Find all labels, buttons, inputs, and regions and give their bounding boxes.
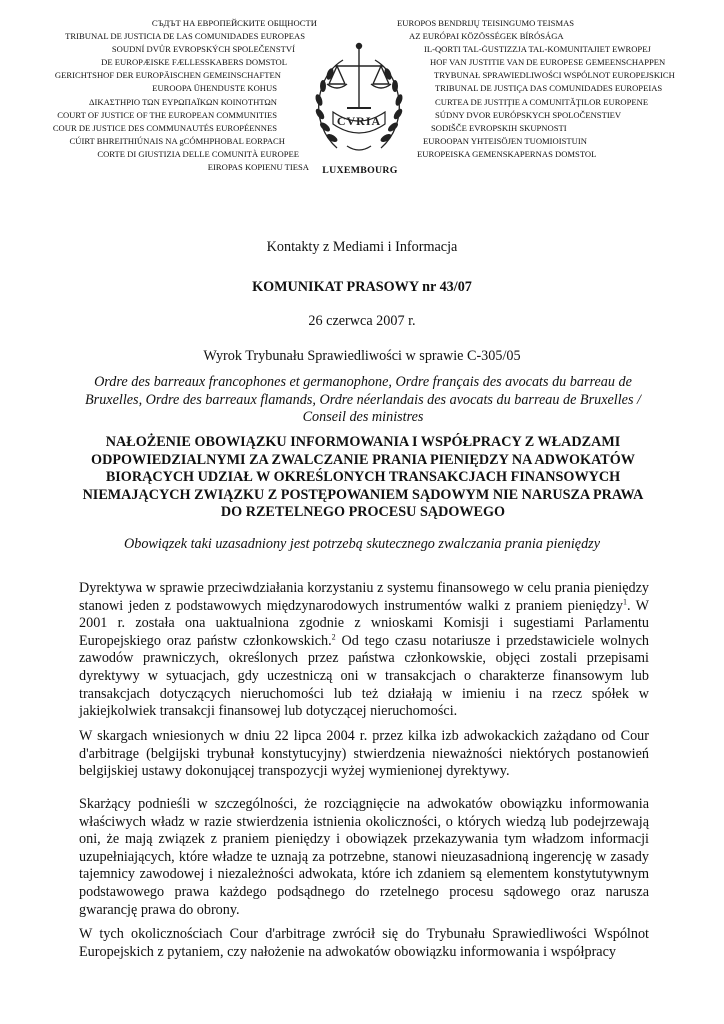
court-name-line: IL-QORTI TAL-ĠUSTIZZJA TAL-KOMUNITAJIET EWROPEJ xyxy=(424,44,651,55)
court-name-line: CÚIRT BHREITHIÚNAIS NA gCÓMHPHOBAL EORPACH xyxy=(69,135,285,146)
footnote-ref[interactable]: 2 xyxy=(331,632,336,642)
case-reference: Wyrok Trybunału Sprawiedliwości w sprawie C-305/05 xyxy=(203,348,521,364)
city-name: LUXEMBOURG xyxy=(322,165,398,176)
curia-logo xyxy=(307,38,411,166)
subheadline: Obowiązek taki uzasadniony jest potrzebą skutecznego zwalczania prania pieniędzy xyxy=(123,536,600,552)
body-paragraph: W tych okolicznościach Cour d'arbitrage zwrócił się do Trybunału Sprawiedliwości Wspólnot Europejskich z pytaniem, czy nałożenie na adwokatów obowiązku informowania i współpracy xyxy=(79,926,649,960)
court-names-left xyxy=(40,17,317,174)
footnote-ref[interactable]: 1 xyxy=(622,596,627,606)
press-office: Kontakty z Mediami i Informacja xyxy=(266,239,458,255)
court-name-line: EUROPEISKA GEMENSKAPERNAS DOMSTOL xyxy=(417,148,597,159)
body-paragraph: W skargach wniesionych w dniu 22 lipca 2004 r. przez kilka izb adwokackich zażądano od Cour d'arbitrage (belgijski trybunał konstytucyjny) stwierdzenia nieważności niektórych postanowień belgijskiej ustawy dokonującej transpozycji wyżej wymienionej dyrektywy. xyxy=(79,728,649,780)
court-name-line: ΔΙΚΑΣΤΗΡΙΟ ΤΩΝ ΕΥΡΩΠΑΪΚΩΝ ΚΟΙΝΟΤΗΤΩΝ xyxy=(88,96,277,107)
court-name-line: EUROOPAN YHTEISÖJEN TUOMIOISTUIN xyxy=(423,135,587,146)
court-name-line: CORTE DI GIUSTIZIA DELLE COMUNITÀ EUROPEE xyxy=(97,148,299,159)
court-name-line: COURT OF JUSTICE OF THE EUROPEAN COMMUNITIES xyxy=(57,109,277,120)
court-name-line: SOUDNÍ DVŮR EVROPSKÝCH SPOLEČENSTVÍ xyxy=(111,44,295,55)
court-name-line: DE EUROPÆISKE FÆLLESSKABERS DOMSTOL xyxy=(101,57,287,68)
body-paragraph xyxy=(79,580,649,721)
logo-text: CVRIA xyxy=(336,114,382,128)
body-paragraph: Skarżący podnieśli w szczególności, że rozciągnięcie na adwokatów obowiązku informowania właściwych władz w razie stwierdzenia istnienia okoliczności, o których wiedzą lub podejrzewają oni, że mają związek z praniem pieniędzy i obowiązek przekazywania tym władzom informacji uzupełniających, które władze te uznają za potrzebne, stanowi nieuzasadnioną ingerencję w zasady tajemnicy zawodowej i niezależności adwokata, które ich zdaniem są elementem konstytutywnym podstawowego prawa każdego podsądnego do rzetelnego procesu sądowego oraz narusza gwarancję prawa do obrony. xyxy=(79,796,649,918)
court-name-line: EUROOPA ÜHENDUSTE KOHUS xyxy=(152,83,277,94)
court-name-line: TRIBUNAL DE JUSTIÇA DAS COMUNIDADES EUROPEIAS xyxy=(435,83,663,94)
court-name-line: TRYBUNAŁ SPRAWIEDLIWOŚCI WSPÓLNOT EUROPEJSKICH xyxy=(434,70,675,81)
court-name-line: AZ EURÓPAI KÖZÖSSÉGEK BÍRÓSÁGA xyxy=(409,31,564,42)
headline: NAŁOŻENIE OBOWIĄZKU INFORMOWANIA I WSPÓŁPRACY Z WŁADZAMI ODPOWIEDZIALNYMI ZA ZWALCZANIE PRANIA PIENIĘDZY NA ADWOKATÓW BIORĄCYCH UDZIAŁ W OKREŚLONYCH TRANSAKCJACH FINANSOWYCH NIEMAJĄCYCH ZWIĄZKU Z POSTĘPOWANIEM SĄDOWYM NIE NARUSZA PRAWA DO RZETELNEGO PROCESU SĄDOWEGO xyxy=(82,434,644,520)
release-date: 26 czerwca 2007 r. xyxy=(308,313,416,329)
court-name-line: СЪДЪТ НА ЕВРОПЕЙСКИТЕ ОБЩНОСТИ xyxy=(151,18,317,28)
court-name-line: COUR DE JUSTICE DES COMMUNAUTÉS EUROPÉENNES xyxy=(52,122,277,133)
release-title: KOMUNIKAT PRASOWY nr 43/07 xyxy=(252,279,472,295)
case-parties: Ordre des barreaux francophones et germanophone, Ordre français des avocats du barreau de Bruxelles, Ordre des barreaux flamands, Ordre néerlandais des avocats du barreau de Bruxelles / Conseil des ministres xyxy=(85,374,641,425)
paragraph-text: . W 2001 r. została ona uaktualniona zgodnie z wnioskami Komisji i sugestiami Parlamentu Europejskiego oraz państw członkowskich. xyxy=(79,597,649,649)
court-name-line: SODIŠČE EVROPSKIH SKUPNOSTI xyxy=(431,122,567,133)
court-name-line: SÚDNY DVOR EURÓPSKYCH SPOLOČENSTIEV xyxy=(435,109,622,120)
court-name-line: TRIBUNAL DE JUSTICIA DE LAS COMUNIDADES EUROPEAS xyxy=(65,31,305,42)
court-name-line: GERICHTSHOF DER EUROPÄISCHEN GEMEINSCHAFTEN xyxy=(54,70,281,81)
court-name-line: CURTEA DE JUSTIŢIE A COMUNITĂŢILOR EUROPENE xyxy=(435,96,649,107)
court-name-line: EIROPAS KOPIENU TIESA xyxy=(207,162,309,173)
paragraph-text: Od tego czasu notariusze i przedstawiciele wolnych zawodów prawniczych, określonych przez państwa członkowskie, objęci zostali przepisami dyrektywy w sytuacjach, gdy uczestniczą oni w transakcjach o charakterze finansowym lub transakcjach dotyczących nieruchomości lub też działają w imieniu i na rzecz spółek w jakiejkolwiek transakcji finansowej lub dotyczącej nieruchomości. xyxy=(79,632,649,720)
court-names-right xyxy=(397,17,697,161)
court-name-line: EUROPOS BENDRIJŲ TEISINGUMO TEISMAS xyxy=(397,18,575,28)
court-name-line: HOF VAN JUSTITIE VAN DE EUROPESE GEMEENSCHAPPEN xyxy=(430,57,666,68)
paragraph-text: Dyrektywa w sprawie przeciwdziałania korzystaniu z systemu finansowego w celu prania pieniędzy stanowi jeden z podstawowych międzynarodowych instrumentów walki z praniem pieniędzy xyxy=(79,580,649,614)
